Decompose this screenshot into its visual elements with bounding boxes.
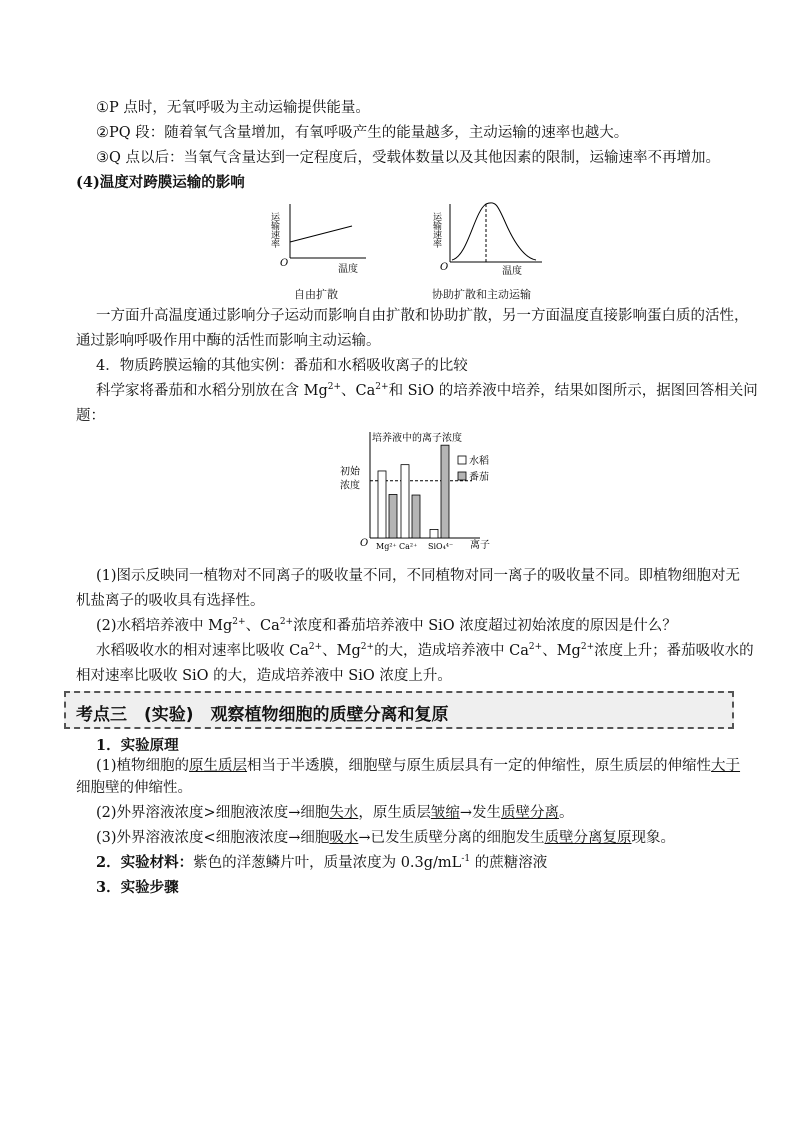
baseline-label-2: 浓度 [340, 480, 360, 492]
bar-1-1 [412, 495, 420, 538]
q1-line-a: (1)图示反映同一植物对不同离子的吸收量不同，不同植物对同一离子的吸收量不同。即植物细胞对无 [96, 568, 741, 584]
bar-1-2 [441, 445, 449, 538]
item4-intro-2: 题： [76, 408, 105, 424]
bar-0-0 [378, 471, 386, 538]
chart2-xlabel: 温度 [502, 266, 522, 277]
chart2-caption: 协助扩散和主动运输 [432, 288, 531, 301]
q1-line-b: 机盐离子的吸收具有选择性。 [76, 593, 265, 609]
bar-1-0 [389, 494, 397, 538]
s2-materials: 2．实验材料：紫色的洋葱鳞片叶，质量浓度为 $0.3g/mL^{-1}$ 的蔗糖溶液 [96, 854, 548, 871]
free-diffusion-chart [266, 198, 376, 278]
section-title: 考点三 (实验) 观察植物细胞的质壁分离和复原 [76, 705, 449, 725]
legend-label-1: 番茄 [469, 472, 489, 483]
q2-question: (2)水稻培养液中 $Mg^{2+}$、$Ca^{2+}$浓度和番茄培养液中 SiO 浓度超过初始浓度的原因是什么？ [96, 617, 677, 634]
heading-temperature: (4)温度对跨膜运输的影响 [76, 174, 245, 191]
section-header [64, 691, 734, 729]
item4-intro: 科学家将番茄和水稻分别放在含 $Mg^{2+}$、$Ca^{2+}$和 SiO 的培养液中培养，结果如图所示，据图回答相关问 [96, 382, 758, 399]
ion-concentration-chart [330, 426, 500, 558]
x-tick-1: Ca²⁺ [399, 542, 418, 551]
x-axis-label: 离子 [470, 540, 490, 551]
facilitated-chart [430, 198, 550, 278]
s1-principle-3: (3)外界溶液浓度<细胞液浓度→细胞吸水→已发生质壁分离的细胞发生质壁分离复原现象。 [96, 830, 675, 846]
temp-text-1: 一方面升高温度通过影响分子运动而影响自由扩散和协助扩散，另一方面温度直接影响蛋白质的活性， [96, 308, 749, 324]
baseline-label-1: 初始 [340, 466, 360, 478]
temp-text-2: 通过影响呼吸作用中酶的活性而影响主动运输。 [76, 333, 381, 349]
x-tick-0: Mg²⁺ [376, 542, 397, 551]
s1-principle-1: (1)植物细胞的原生质层相当于半透膜，细胞壁与原生质层具有一定的伸缩性，原生质层的伸缩性大于 [96, 758, 741, 774]
x-tick-2: SiO₄⁴⁻ [428, 542, 454, 551]
chart-origin: O [360, 538, 369, 549]
para-q: ③Q 点以后：当氧气含量达到一定程度后，受载体数量以及其他因素的限制，运输速率不再增加。 [96, 150, 720, 166]
s1-principle-2: (2)外界溶液浓度>细胞液浓度→细胞失水，原生质层皱缩→发生质壁分离。 [96, 805, 574, 821]
bar-0-1 [401, 465, 409, 538]
bar-0-2 [430, 529, 438, 538]
chart1-ylabel-1: 运输速率 [269, 212, 279, 248]
para-p: ①P 点时，无氧呼吸为主动运输提供能量。 [96, 100, 370, 116]
chart1-origin: O [280, 258, 289, 269]
s1-principle-1b: 细胞壁的伸缩性。 [76, 780, 192, 796]
chart2-ylabel: 运输速率 [431, 212, 441, 248]
s3-title: 3．实验步骤 [96, 879, 179, 896]
a2-line1: 水稻吸收水的相对速率比吸收 $Ca^{2+}$、$Mg^{2+}$的大，造成培养液中 $Ca^{2+}$、$Mg^{2+}$浓度上升；番茄吸收水的 [96, 642, 754, 659]
legend-swatch-0 [458, 456, 466, 464]
item4-title: 4．物质跨膜运输的其他实例：番茄和水稻吸收离子的比较 [96, 358, 468, 374]
a2-line2: 相对速率比吸收 SiO 的大，造成培养液中 SiO 浓度上升。 [76, 668, 452, 684]
para-pq: ②PQ 段：随着氧气含量增加，有氧呼吸产生的能量越多，主动运输的速率也越大。 [96, 125, 629, 141]
s1-title: 1．实验原理 [96, 737, 179, 754]
chart-title: 培养液中的离子浓度 [372, 433, 462, 444]
legend-swatch-1 [458, 472, 466, 480]
chart1-caption: 自由扩散 [294, 288, 338, 301]
chart1-xlabel: 温度 [338, 264, 358, 275]
legend-label-0: 水稻 [469, 456, 489, 467]
chart2-origin: O [440, 262, 449, 273]
